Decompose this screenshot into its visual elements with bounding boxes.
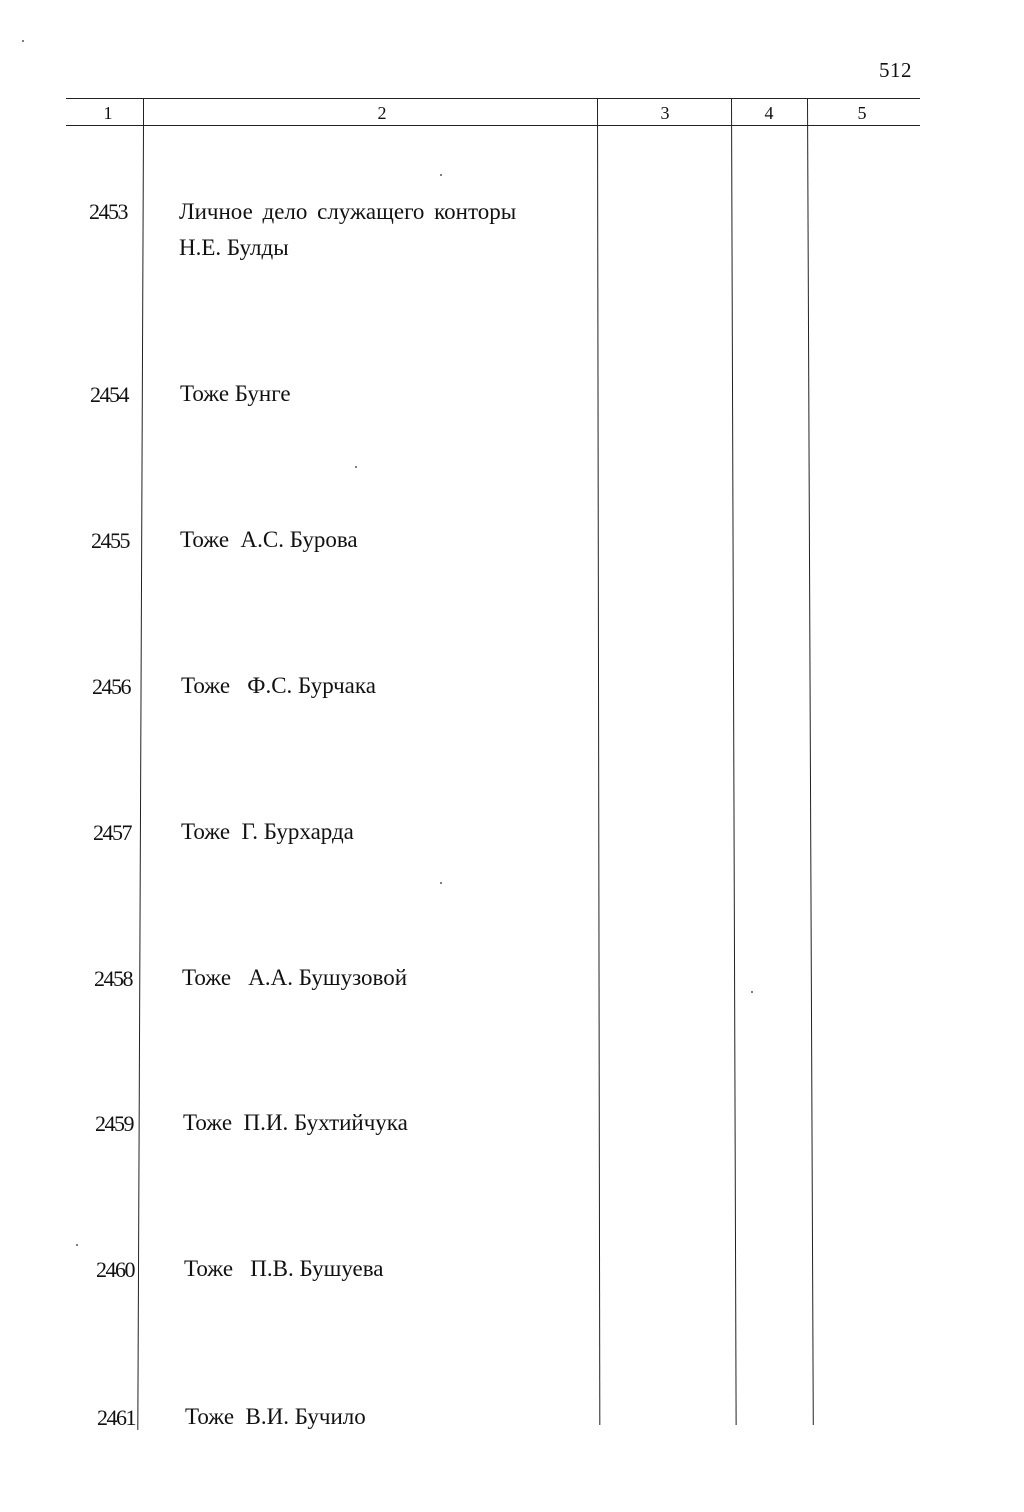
page-number: 512 (879, 58, 912, 82)
column-header-1: 1 (103, 103, 113, 123)
row-description (184, 1251, 384, 1287)
row-description (182, 960, 407, 996)
row-description (181, 668, 376, 704)
row-description (180, 522, 358, 558)
column-header-5: 5 (857, 103, 867, 123)
row-description-line: Тоже Бунге (180, 381, 291, 406)
row-description-line: Тоже Ф.С. Бурчака (181, 673, 376, 698)
row-description-line: Тоже А.С. Бурова (180, 527, 358, 552)
column-divider-4 (807, 99, 814, 1425)
row-number: 2457 (93, 820, 131, 845)
column-divider-2 (597, 99, 600, 1425)
scan-speck (440, 882, 442, 884)
row-description-line: Тоже В.И. Бучило (185, 1404, 366, 1429)
row-number: 2454 (90, 382, 128, 407)
row-number: 2456 (92, 674, 130, 699)
column-header-2: 2 (377, 103, 387, 123)
row-description-line: Тоже П.И. Бухтийчука (183, 1110, 408, 1135)
column-divider-3 (731, 99, 737, 1425)
row-description (181, 814, 354, 850)
row-description-line: Тоже Г. Бурхарда (181, 819, 354, 844)
row-description-line: Н.Е. Булды (179, 235, 289, 260)
header-bottom-rule (66, 125, 920, 126)
scan-speck (751, 991, 753, 993)
column-header-4: 4 (764, 103, 774, 123)
column-divider-1-header (143, 99, 144, 125)
scan-speck (22, 40, 24, 42)
scan-speck (355, 466, 357, 468)
header-top-rule (66, 98, 920, 99)
row-description (180, 376, 291, 412)
row-number: 2458 (94, 966, 132, 991)
row-number: 2455 (91, 528, 129, 553)
column-divider-1 (137, 125, 144, 1430)
scan-speck (76, 1244, 78, 1246)
row-number: 2453 (89, 199, 127, 224)
row-description (179, 194, 516, 266)
row-number: 2461 (97, 1405, 135, 1430)
row-number: 2460 (96, 1257, 134, 1282)
row-description (183, 1105, 408, 1141)
scan-speck (440, 174, 442, 176)
row-number: 2459 (95, 1111, 133, 1136)
row-description-line: Тоже А.А. Бушузовой (182, 965, 408, 990)
column-header-3: 3 (660, 103, 670, 123)
row-description-line: Тоже П.В. Бушуева (184, 1256, 384, 1281)
row-description (185, 1399, 366, 1435)
row-description-line: Личное дело служащего конторы (179, 199, 517, 224)
